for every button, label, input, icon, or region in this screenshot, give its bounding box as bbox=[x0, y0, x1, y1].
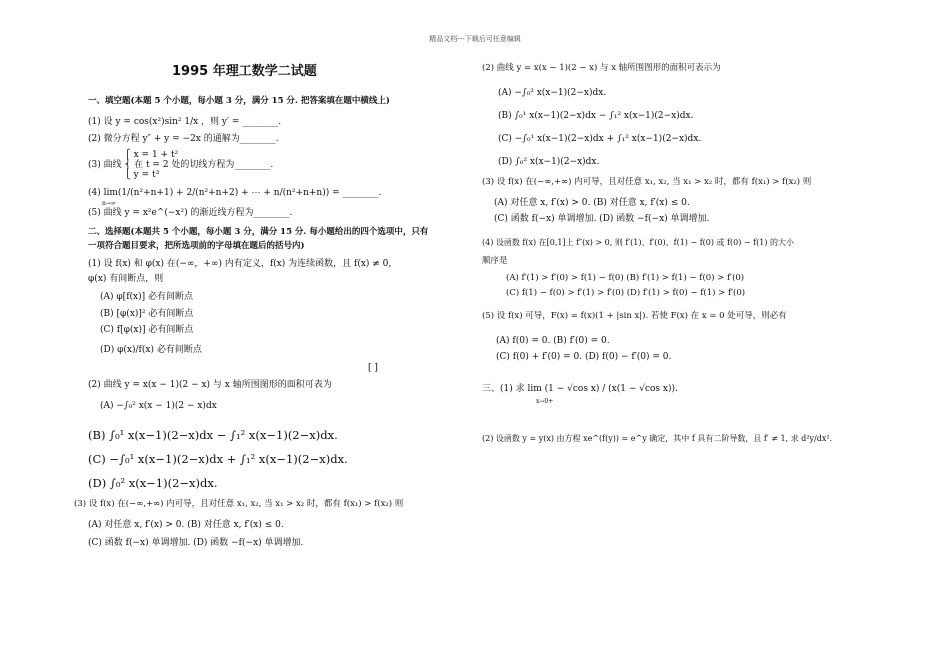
question-2-1-option-b: (B) [φ(x)]² 必有间断点 bbox=[100, 309, 194, 319]
right-question-2-4-line2: 顺序是 bbox=[482, 256, 508, 266]
right-question-2-2: (2) 曲线 y = x(x − 1)(2 − x) 与 x 轴所围图形的面积可表示为 bbox=[482, 63, 721, 73]
question-2-1-option-a: (A) φ[f(x)] 必有间断点 bbox=[100, 292, 193, 302]
right-question-2-5: (5) 设 f(x) 可导，F(x) = f(x)(1 + |sin x|). 若使 F(x) 在 x = 0 处可导，则必有 bbox=[482, 311, 787, 321]
question-1-5: (5) 曲线 y = x²e^(−x²) 的渐近线方程为________. bbox=[88, 208, 293, 218]
question-2-1-line2: φ(x) 有间断点，则 bbox=[88, 274, 164, 284]
section-1-heading: 一、填空题(本题 5 个小题，每小题 3 分，满分 15 分. 把答案填在题中横线上) bbox=[88, 96, 390, 106]
right-question-2-2-option-c: (C) −∫₀¹ x(x−1)(2−x)dx + ∫₁² x(x−1)(2−x)dx. bbox=[498, 134, 702, 144]
right-question-2-4-line1: (4) 设函数 f(x) 在[0,1]上 f″(x) > 0, 则 f′(1)、f′(0)、f(1) − f(0) 或 f(0) − f(1) 的大小 bbox=[482, 238, 794, 247]
question-1-3-line2: ⎩ y = t³ bbox=[124, 170, 160, 180]
right-question-2-4-options-ab: (A) f′(1) > f′(0) > f(1) − f(0) (B) f′(1) > f(1) − f(0) > f′(0) bbox=[506, 273, 745, 283]
question-1-2: (2) 微分方程 y″ + y = −2x 的通解为________. bbox=[88, 134, 279, 144]
right-question-2-5-options-ab: (A) f(0) = 0. (B) f′(0) = 0. bbox=[496, 336, 610, 346]
question-2-1-option-d: (D) φ(x)/f(x) 必有间断点 bbox=[100, 345, 202, 355]
exam-title: 1995 年理工数学二试题 bbox=[172, 64, 317, 79]
question-2-1-line1: (1) 设 f(x) 和 φ(x) 在(−∞，+∞) 内有定义，f(x) 为连续函数，且 f(x) ≠ 0， bbox=[88, 259, 398, 269]
question-1-3: (3) 曲线 ⎨ 在 t = 2 处的切线方程为________. bbox=[88, 160, 274, 170]
section-2-heading-line1: 二、选择题(本题共 5 个小题，每小题 3 分，满分 15 分. 每小题给出的四个选项中，只有 bbox=[88, 227, 429, 237]
right-question-2-2-option-b: (B) ∫₀¹ x(x−1)(2−x)dx − ∫₁² x(x−1)(2−x)dx. bbox=[498, 111, 694, 121]
right-question-3-2: (2) 设函数 y = y(x) 由方程 xe^(f(y)) = e^y 确定，其中 f 具有二阶导数，且 f′ ≠ 1, 求 d²y/dx². bbox=[482, 434, 833, 443]
question-2-2-option-b: (B) ∫₀¹ x(x−1)(2−x)dx − ∫₁² x(x−1)(2−x)dx. bbox=[88, 428, 338, 442]
right-question-2-3-options-ab: (A) 对任意 x, f′(x) > 0. (B) 对任意 x, f′(x) ≤ 0. bbox=[494, 198, 690, 208]
right-question-2-5-options-cd: (C) f(0) + f′(0) = 0. (D) f(0) − f′(0) = 0. bbox=[496, 352, 672, 362]
question-1-1: (1) 设 y = cos(x²)sin² 1/x ，则 y′ = ________. bbox=[88, 117, 282, 127]
question-1-3-line1: ⎧ x = 1 + t² bbox=[124, 150, 179, 160]
question-1-4: (4) lim(1/(n²+n+1) + 2/(n²+n+2) + ⋯ + n/(n²+n+n)) = ________. bbox=[88, 188, 382, 198]
right-question-3-1-limit-sub: x→0+ bbox=[536, 398, 554, 405]
question-2-3-options-ab: (A) 对任意 x, f′(x) > 0. (B) 对任意 x, f′(x) ≤ 0. bbox=[88, 520, 284, 530]
answer-bracket: [ ] bbox=[368, 363, 378, 373]
question-1-4-limit-sub: n→∞ bbox=[102, 200, 116, 207]
question-2-2-option-a: (A) −∫₀² x(x − 1)(2 − x)dx bbox=[100, 401, 217, 411]
right-question-2-2-option-a: (A) −∫₀² x(x−1)(2−x)dx. bbox=[498, 88, 607, 98]
right-question-2-4-options-cd: (C) f(1) − f(0) > f′(1) > f′(0) (D) f′(1) > f(0) − f(1) > f′(0) bbox=[506, 288, 746, 298]
right-question-3-1: 三、(1) 求 lim (1 − √cos x) / (x(1 − √cos x)). bbox=[482, 384, 678, 394]
question-2-2: (2) 曲线 y = x(x − 1)(2 − x) 与 x 轴所围图形的面积可表为 bbox=[88, 380, 332, 390]
question-2-2-option-c: (C) −∫₀¹ x(x−1)(2−x)dx + ∫₁² x(x−1)(2−x)dx. bbox=[88, 452, 348, 466]
section-2-heading-line2: 一项符合题目要求，把所选项前的字母填在题后的括号内) bbox=[88, 241, 305, 251]
right-question-2-3: (3) 设 f(x) 在(−∞,+∞) 内可导，且对任意 x₁, x₂, 当 x₁ > x₂ 时，都有 f(x₁) > f(x₂) 则 bbox=[482, 177, 812, 187]
page-header: 精品文档---下载后可任意编辑 bbox=[429, 35, 521, 43]
right-question-2-3-options-cd: (C) 函数 f(−x) 单调增加. (D) 函数 −f(−x) 单调增加. bbox=[494, 214, 710, 224]
question-2-3: (3) 设 f(x) 在(−∞,+∞) 内可导，且对任意 x₁, x₂, 当 x₁ > x₂ 时，都有 f(x₁) > f(x₂) 则 bbox=[74, 499, 404, 509]
question-2-2-option-d: (D) ∫₀² x(x−1)(2−x)dx. bbox=[88, 476, 218, 490]
question-2-3-options-cd: (C) 函数 f(−x) 单调增加. (D) 函数 −f(−x) 单调增加. bbox=[88, 538, 304, 548]
question-2-1-option-c: (C) f[φ(x)] 必有间断点 bbox=[100, 325, 194, 335]
right-question-2-2-option-d: (D) ∫₀² x(x−1)(2−x)dx. bbox=[498, 157, 600, 167]
